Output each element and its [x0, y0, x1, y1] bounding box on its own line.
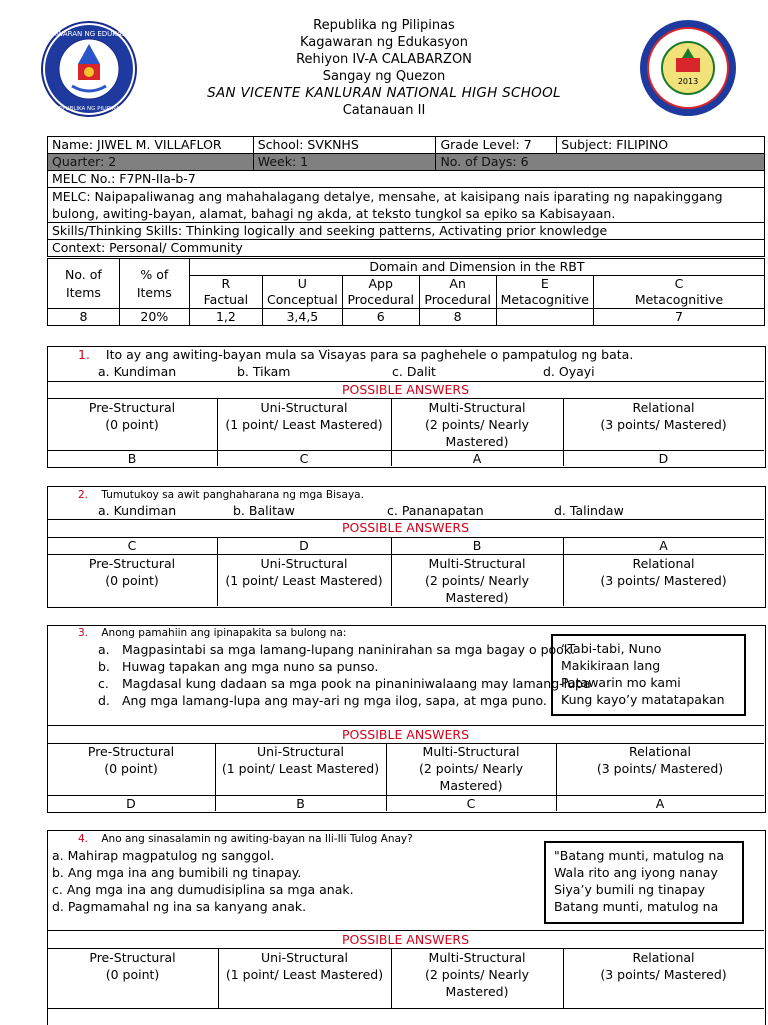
- rbt-items-header: No. of Items: [48, 259, 120, 309]
- q4-quote-line-2: Wala rito ang iyong nanay: [554, 865, 718, 880]
- rbt-table: [47, 258, 765, 326]
- rbt-value-app: 6: [342, 309, 419, 326]
- rbt-header-c: C Metacognitive: [593, 276, 764, 309]
- q3-answer-multi: C: [466, 796, 476, 811]
- q4-choice-c: c. Ang mga ina ang dumudisiplina sa mga anak.: [52, 882, 354, 897]
- question-1: [78, 346, 633, 363]
- q4-quote-line-4: Batang munti, matulog na: [554, 899, 719, 914]
- rbt-header-app: App Procedural: [342, 276, 419, 309]
- q3-answer-uni: B: [296, 796, 305, 811]
- rbt-value-an: 8: [419, 309, 496, 326]
- q1-possible-answers: POSSIBLE ANSWERS: [341, 382, 470, 397]
- q3-answer-pre: D: [126, 796, 136, 811]
- q2-pre: Pre-Structural (0 point): [88, 556, 176, 588]
- rbt-header-r: R Factual: [189, 276, 262, 309]
- q2-answer-uni: D: [299, 538, 309, 553]
- q1-multi: Multi-Structural (2 points/ Nearly Mastered): [424, 400, 530, 449]
- q3-quote-box: [551, 634, 746, 716]
- q2-choice-c: c. Pananapatan: [387, 503, 484, 518]
- q3-choice-c: c. Magdasal kung dadaan sa mga pook na pinaniniwalaang may lamang-lupa: [98, 676, 591, 691]
- q4-pre: Pre-Structural (0 point): [89, 950, 176, 982]
- rbt-header-an: An Procedural: [419, 276, 496, 309]
- school-seal-year: 2013: [677, 77, 699, 86]
- info-table: [47, 136, 765, 257]
- days-cell: No. of Days: 6: [436, 154, 765, 171]
- rbt-header-e: E Metacognitive: [496, 276, 593, 309]
- q2-multi: Multi-Structural (2 points/ Nearly Mastered): [424, 556, 530, 605]
- q4-rel: Relational (3 points/ Mastered): [600, 950, 727, 982]
- q3-choice-b: b. Huwag tapakan ang mga nuno sa punso.: [98, 659, 379, 674]
- q4-quote-box: [544, 841, 744, 924]
- header-line-3: Rehiyon IV-A CALABARZON: [296, 52, 472, 67]
- rbt-value-e: [496, 309, 593, 326]
- question-1-text: Ito ay ang awiting-bayan mula sa Visayas para sa paghehele o pampatulog ng bata.: [105, 347, 634, 362]
- q1-choice-c: c. Dalit: [392, 364, 436, 379]
- q1-choice-a: a. Kundiman: [98, 364, 177, 379]
- q3-choice-d: d. Ang mga lamang-lupa ang may-ari ng mga ilog, sapa, at mga puno.: [98, 693, 547, 708]
- q1-rel: Relational (3 points/ Mastered): [600, 400, 727, 432]
- q2-answer-pre: C: [127, 538, 137, 553]
- q1-pre: Pre-Structural (0 point): [88, 400, 176, 432]
- q3-quote-line-2: Makikiraan lang: [561, 658, 661, 673]
- header-line-1: Republika ng Pilipinas: [313, 18, 455, 33]
- q2-choice-d: d. Talindaw: [554, 503, 624, 518]
- rbt-value-r: 1,2: [189, 309, 262, 326]
- rbt-percent-header: % of Items: [119, 259, 189, 309]
- q3-quote-line-3: Patawarin mo kami: [561, 675, 681, 690]
- skills-cell: Skills/Thinking Skills: Thinking logically and seeking patterns, Activating prior knowledge: [48, 223, 765, 240]
- q2-rel: Relational (3 points/ Mastered): [600, 556, 727, 588]
- q2-answer-multi: B: [472, 538, 482, 553]
- question-2-number: 2.: [78, 489, 89, 501]
- q3-choice-a: a. Magpasintabi sa mga lamang-lupang naninirahan sa mga bagay o pook.: [98, 642, 576, 657]
- week-cell: Week: 1: [253, 154, 436, 171]
- context-cell: Context: Personal/ Community: [48, 240, 765, 257]
- q2-answer-rel: A: [659, 538, 668, 553]
- name-cell: Name: JIWEL M. VILLAFLOR: [48, 137, 254, 154]
- header-line-4: Sangay ng Quezon: [322, 69, 446, 84]
- question-4-number: 4.: [78, 833, 89, 845]
- quarter-cell: Quarter: 2: [48, 154, 254, 171]
- q3-pre: Pre-Structural (0 point): [87, 744, 175, 776]
- school-cell: School: SVKNHS: [253, 137, 436, 154]
- q4-choice-d: d. Pagmamahal ng ina sa kanyang anak.: [52, 899, 307, 914]
- deped-seal-text-top: KAGAWARAN NG EDUKASYON: [40, 30, 138, 38]
- q4-choice-b: b. Ang mga ina ang bumibili ng tinapay.: [52, 865, 302, 880]
- grade-cell: Grade Level: 7: [436, 137, 557, 154]
- subject-cell: Subject: FILIPINO: [557, 137, 765, 154]
- q1-choice-b: b. Tikam: [237, 364, 291, 379]
- q1-uni: Uni-Structural (1 point/ Least Mastered): [225, 400, 383, 432]
- header-line-2: Kagawaran ng Edukasyon: [299, 35, 469, 50]
- q3-uni: Uni-Structural (1 point/ Least Mastered): [221, 744, 380, 776]
- q4-multi: Multi-Structural (2 points/ Nearly Mastered): [424, 950, 530, 999]
- question-3-text: Anong pamahiin ang ipinapakita sa bulong na:: [101, 627, 347, 639]
- q2-uni: Uni-Structural (1 point/ Least Mastered): [225, 556, 383, 588]
- rbt-value-u: 3,4,5: [262, 309, 342, 326]
- q3-quote-line-1: “Tabi-tabi, Nuno: [561, 641, 662, 656]
- rbt-value-items: 8: [48, 309, 120, 326]
- q1-choice-d: d. Oyayi: [543, 364, 595, 379]
- rbt-value-percent: 20%: [119, 309, 189, 326]
- q4-quote-line-1: "Batang munti, matulog na: [554, 848, 724, 863]
- question-2-text: Tumutukoy sa awit panghaharana ng mga Bisaya.: [101, 489, 364, 501]
- q1-answer-uni: C: [299, 451, 309, 466]
- q3-possible-answers: POSSIBLE ANSWERS: [341, 727, 470, 742]
- rbt-domain-title: Domain and Dimension in the RBT: [189, 259, 764, 276]
- deped-seal-text-bottom: REPUBLIKA NG PILIPINAS: [54, 106, 124, 112]
- q1-answer-multi: A: [472, 451, 482, 466]
- q2-choice-a: a. Kundiman: [98, 503, 177, 518]
- question-4: [78, 831, 413, 848]
- q2-possible-answers: POSSIBLE ANSWERS: [341, 520, 470, 535]
- melc-no-cell: MELC No.: F7PN-IIa-b-7: [48, 171, 765, 188]
- q3-multi: Multi-Structural (2 points/ Nearly Mastered): [418, 744, 524, 793]
- school-name: SAN VICENTE KANLURAN NATIONAL HIGH SCHOOL: [207, 85, 561, 101]
- q4-uni: Uni-Structural (1 point/ Least Mastered): [225, 950, 384, 982]
- question-1-number: 1.: [78, 347, 90, 362]
- melc-cell: MELC: Naipapaliwanag ang mahahalagang detalye, mensahe, at kaisipang nais iparating ng napakinggang bulong, awiting-bayan, alamat, bahagi ng akda, at teksto tungkol sa epiko sa Kabisayaan.: [48, 188, 765, 223]
- question-3: [78, 625, 346, 642]
- q4-quote-line-3: Siya’y bumili ng tinapay: [554, 882, 706, 897]
- q3-answer-rel: A: [655, 796, 665, 811]
- q3-rel: Relational (3 points/ Mastered): [596, 744, 724, 776]
- rbt-value-c: 7: [593, 309, 764, 326]
- rbt-header-u: U Conceptual: [262, 276, 342, 309]
- q1-answer-rel: D: [658, 451, 669, 466]
- q2-choice-b: b. Balitaw: [233, 503, 295, 518]
- question-4-text: Ano ang sinasalamin ng awiting-bayan na Ili-Ili Tulog Anay?: [101, 833, 413, 845]
- q1-answer-pre: B: [127, 451, 137, 466]
- question-3-number: 3.: [78, 627, 89, 639]
- q4-possible-answers: POSSIBLE ANSWERS: [341, 932, 470, 947]
- document-header: [0, 17, 768, 119]
- header-town: Catanauan II: [342, 103, 426, 118]
- q3-quote-line-4: Kung kayo’y matatapakan: [561, 692, 725, 707]
- q4-choice-a: a. Mahirap magpatulog ng sanggol.: [52, 848, 275, 863]
